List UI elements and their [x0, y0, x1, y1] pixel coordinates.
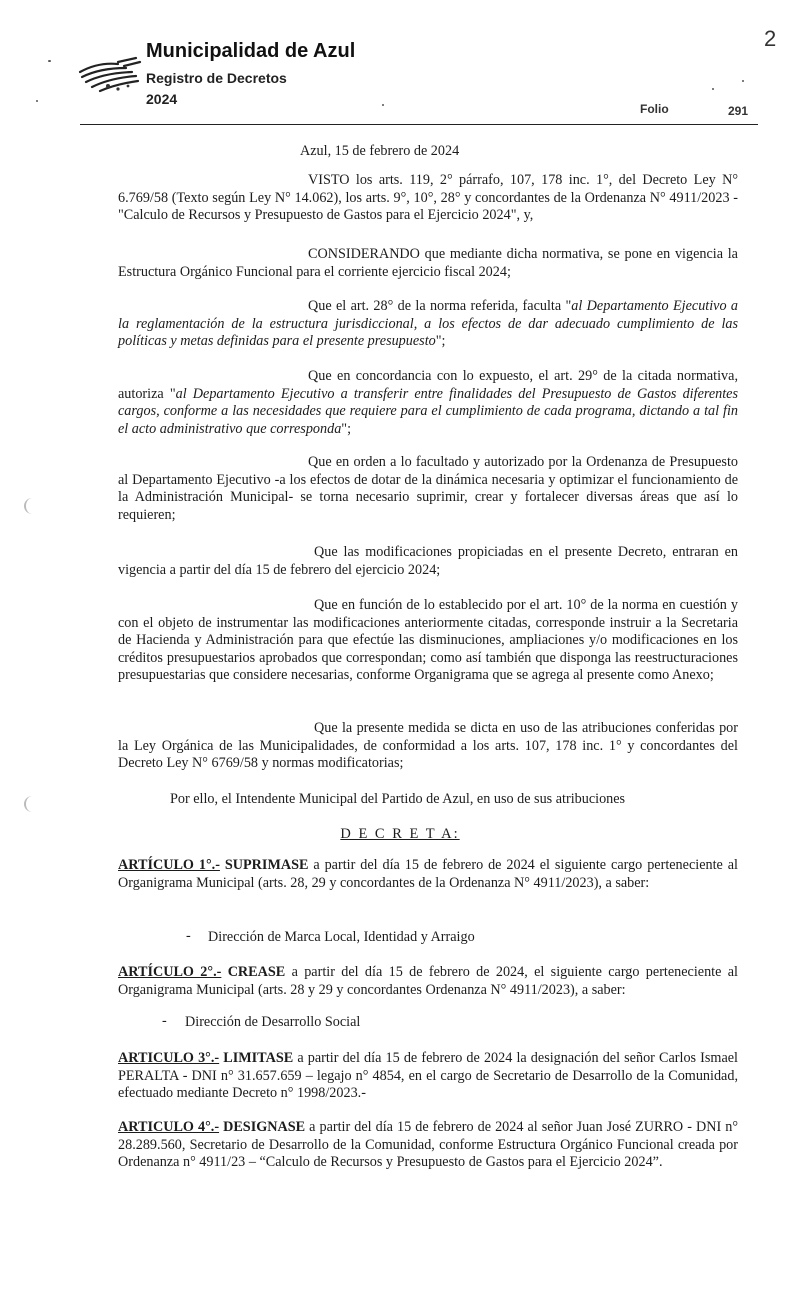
paragraph-medida: Que la presente medida se dicta en uso de las atribuciones conferidas por la Ley Orgánica de las Municipalidades, de conformidad a los arts. 107, 178 inc. 1° y concordantes del Decreto Ley N° 6769/58 y normas modificatorias; [118, 720, 738, 772]
article-2-text: a partir del día 15 de febrero de 2024, el siguiente cargo perteneciente al Organigrama Municipal (arts. 28 y 29 y concordantes Ordenanza N° 4911/2023), a saber: [118, 964, 738, 998]
paragraph-orden: Que en orden a lo facultado y autorizado por la Ordenanza de Presupuesto al Departamento Ejecutivo -a los efectos de dotar de la dinámica necesaria y optimizar el funcionamiento de la Administración Municipal- se torna necesario suprimir, crear y fortalecer diversas áreas que así lo requieren; [118, 454, 738, 523]
header-rule [80, 124, 758, 125]
article-1-bullet: - [186, 928, 191, 944]
place-date: Azul, 15 de febrero de 2024 [300, 143, 460, 159]
article-3-verb: LIMITASE [223, 1050, 294, 1066]
article-2-bullet: - [162, 1013, 167, 1029]
paragraph-modificaciones: Que las modificaciones propiciadas en el presente Decreto, entraran en vigencia a partir del día 15 de febrero del ejercicio 2024; [118, 544, 738, 578]
scan-speck [48, 60, 51, 62]
article-1 [118, 857, 738, 892]
page-corner-mark: 2 [764, 26, 777, 51]
article-1-heading: ARTÍCULO 1°.- [118, 857, 220, 873]
registry-title: Registro de Decretos [146, 70, 287, 86]
art29-close: "; [341, 420, 352, 437]
scan-speck [742, 80, 744, 82]
decreta-heading: D E C R E T A: [340, 826, 460, 842]
scan-crease [24, 498, 40, 514]
article-4-verb: DESIGNASE [223, 1119, 306, 1135]
article-2-item: Dirección de Desarrollo Social [185, 1014, 361, 1030]
article-2 [118, 964, 738, 999]
scan-speck [36, 100, 38, 102]
paragraph-considerando: CONSIDERANDO que mediante dicha normativa, se pone en vigencia la Estructura Orgánico Funcional para el corriente ejercicio fiscal 2024; [118, 246, 738, 280]
article-1-text: a partir del día 15 de febrero de 2024 el siguiente cargo perteneciente al Organigrama Municipal (arts. 28, 29 y concordantes de la Ordenanza N° 4911/2023), a saber: [118, 857, 738, 891]
paragraph-por-ello: Por ello, el Intendente Municipal del Partido de Azul, en uso de sus atribuciones [170, 791, 626, 807]
article-3-heading: ARTICULO 3°.- [118, 1050, 220, 1066]
scan-speck [382, 104, 384, 106]
article-1-item: Dirección de Marca Local, Identidad y Arraigo [208, 929, 475, 945]
scan-speck [712, 88, 714, 90]
article-2-heading: ARTÍCULO 2°.- [118, 964, 222, 980]
art28-intro: Que el art. 28° de la norma referida, faculta " [308, 298, 572, 314]
art28-close: "; [435, 333, 446, 350]
registry-year: 2024 [146, 91, 178, 107]
article-2-verb: CREASE [227, 964, 286, 980]
paragraph-art-29 [118, 368, 738, 438]
article-3 [118, 1050, 738, 1103]
municipality-title: Municipalidad de Azul [146, 40, 356, 62]
article-4-heading: ARTICULO 4°.- [118, 1119, 220, 1135]
art29-quote: al Departamento Ejecutivo a transferir entre finalidades del Presupuesto de Gastos diferentes cargos, conforme a las necesidades que requiere para el cumplimiento de cada programa, dictando a tal fin el acto administrativo que corresponda [118, 385, 739, 437]
article-3-text: a partir del día 15 de febrero de 2024 la designación del señor Carlos Ismael PERALTA - DNI n° 31.657.659 – legajo n° 4854, en el cargo de Secretario de Desarrollo de la Comunidad, efectuado mediante Decreto n° 1998/2023.- [118, 1050, 739, 1102]
article-4 [118, 1119, 738, 1172]
article-1-verb: SUPRIMASE [224, 857, 309, 873]
scan-crease [24, 796, 40, 812]
paragraph-visto: VISTO los arts. 119, 2° párrafo, 107, 178 inc. 1°, del Decreto Ley N° 6.769/58 (Texto según Ley N° 14.062), los arts. 9°, 10°, 28° y concordantes de la Ordenanza N° 4911/2023 - "Calculo de Recursos y Presupuesto de Gastos para el Ejercicio 2024", y, [118, 172, 738, 224]
art29-intro: Que en concordancia con lo expuesto, el art. 29° de la citada normativa, autoriza " [118, 368, 738, 402]
article-4-text: a partir del día 15 de febrero de 2024 al señor Juan José ZURRO - DNI n° 28.289.560, Secretario de Desarrollo de la Comunidad, conforme Estructura Orgánico Funcional creada por Ordenanza n° 4911/23 – “Calculo de Recursos y Presupuesto de Gastos para el Ejercicio 2024”. [118, 1119, 738, 1171]
paragraph-funcion: Que en función de lo establecido por el art. 10° de la norma en cuestión y con el objeto de instrumentar las modificaciones anteriormente citadas, corresponde instruir a la Secretaria de Hacienda y Administración para que efectúe las disminuciones, ampliaciones y/o modificaciones en los créditos presupuestarios aprobados que correspondan; como así también que disponga las reestructuraciones presupuestarias que considere necesarias, conforme Organigrama que se agrega al presente como Anexo; [118, 597, 738, 684]
paragraph-art-28 [118, 298, 738, 351]
folio-number: 291 [728, 104, 749, 118]
art28-quote: al Departamento Ejecutivo a la reglamentación de la estructura jurisdiccional, a los efectos de dar adecuado cumplimiento de las políticas y metas definidas para el presente presupuesto [118, 298, 738, 350]
municipal-logo-icon [78, 56, 144, 96]
folio-label: Folio [640, 102, 669, 116]
